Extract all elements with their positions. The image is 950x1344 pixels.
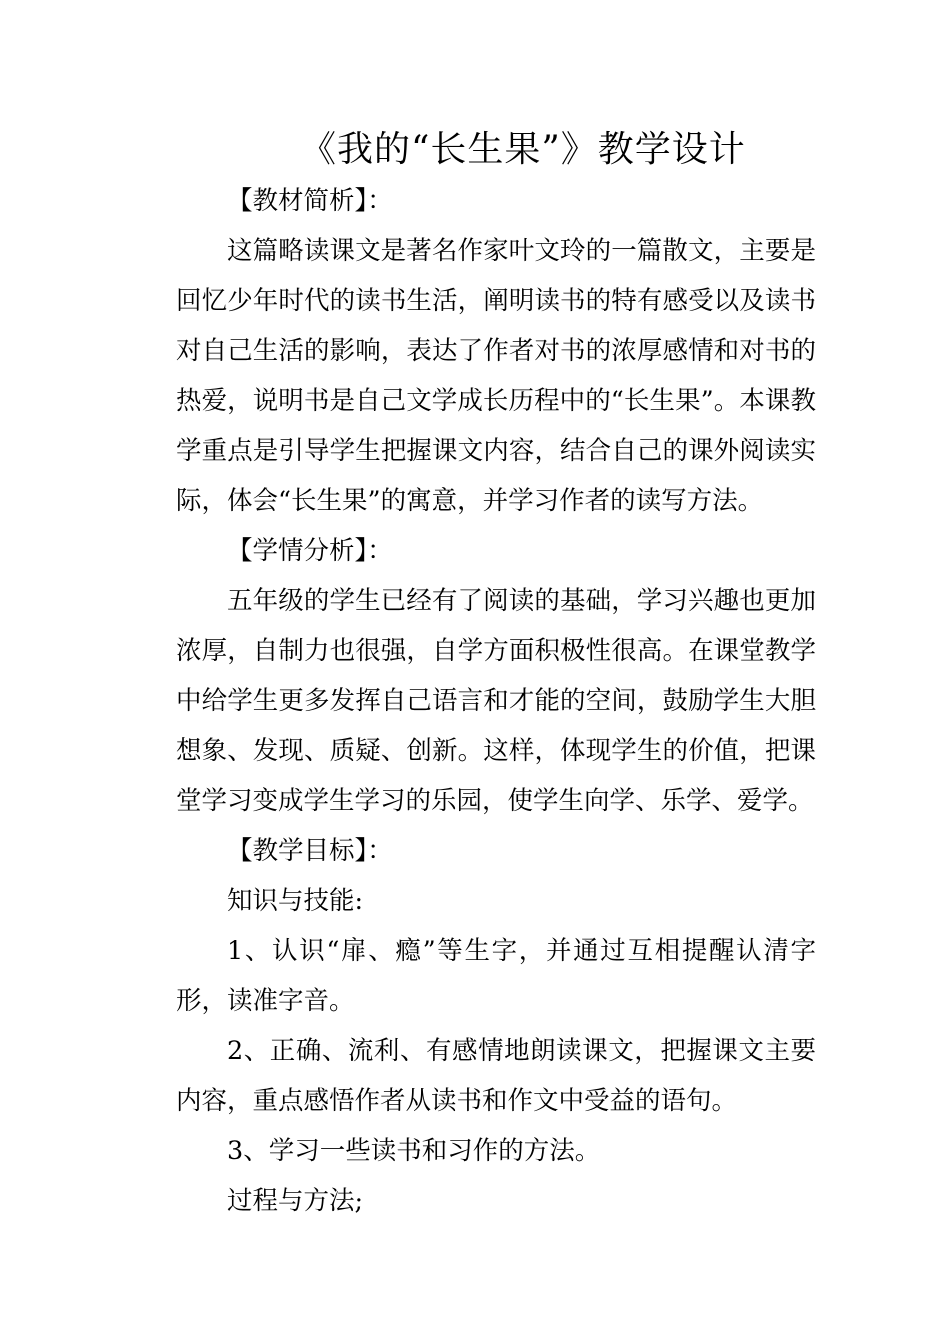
section-heading-teaching-goals: 【教学目标】： — [227, 836, 393, 866]
paragraph-student-analysis: 五年级的学生已经有了阅读的基础，学习兴趣也更加浓厚，自制力也很强，自学方面积极性很高。在课堂教学中给学生更多发挥自己语言和才能的空间，鼓励学生大胆想象、发现、质疑、创新。这样，体现学生的价值，把课堂学习变成学生学习的乐园，使学生向学、乐学、爱学。 — [176, 586, 816, 816]
document-title: 《我的“长生果”》教学设计 — [300, 129, 746, 170]
paragraph-textbook-analysis: 这篇略读课文是著名作家叶文玲的一篇散文，主要是回忆少年时代的读书生活，阐明读书的特有感受以及读书对自己生活的影响，表达了作者对书的浓厚感情和对书的热爱，说明书是自己文学成长历程中的“长生果”。本课教学重点是引导学生把握课文内容，结合自己的课外阅读实际，体会“长生果”的寓意，并学习作者的读写方法。 — [176, 236, 816, 516]
goal-item-2: 2、正确、流利、有感情地朗读课文，把握课文主要内容，重点感悟作者从读书和作文中受益的语句。 — [176, 1036, 816, 1116]
subheading-process-method: 过程与方法; — [227, 1186, 364, 1216]
document-body — [176, 176, 816, 1226]
section-heading-textbook-analysis: 【教材简析】： — [227, 186, 393, 216]
goal-item-1: 1、认识“扉、瘾”等生字，并通过互相提醒认清字形，读准字音。 — [176, 936, 816, 1016]
subheading-knowledge-skills: 知识与技能: — [227, 886, 364, 916]
goal-item-3: 3、学习一些读书和习作的方法。 — [227, 1136, 601, 1166]
section-heading-student-analysis: 【学情分析】： — [227, 536, 393, 566]
